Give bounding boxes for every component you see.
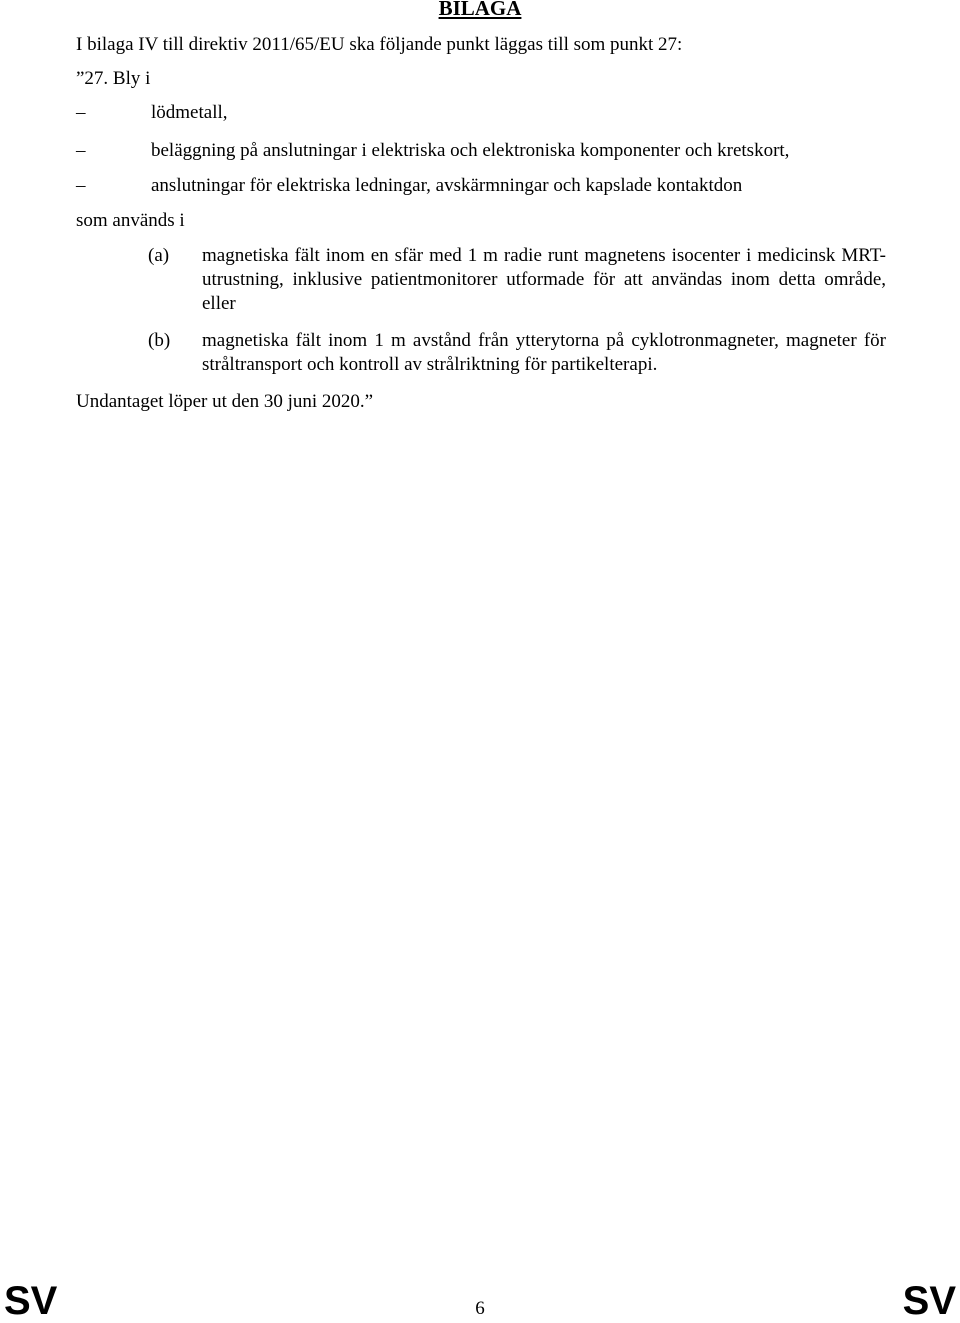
document-title: BILAGA [438,0,522,20]
dash-item-coating: beläggning på anslutningar i elektriska och elektroniska komponenter och kretskort, [151,140,790,161]
dash-bullet: – [76,175,86,196]
sub-item-label-a: (a) [148,245,170,266]
sub-item-text-a: magnetiska fält inom en sfär med 1 m radie runt magnetens isocenter i medicinsk MRT-utrustning, inklusive patientmonitorer utformade för att användas inom detta område, eller [202,245,886,314]
dash-item-connectors: anslutningar för elektriska ledningar, avskärmningar och kapslade kontaktdon [151,175,743,196]
intro-paragraph: I bilaga IV till direktiv 2011/65/EU ska följande punkt läggas till som punkt 27: [76,34,683,55]
language-code-left: SV [4,1279,58,1323]
dash-bullet: – [76,140,86,161]
dash-item-solder: lödmetall, [151,102,228,123]
closing-paragraph: Undantaget löper ut den 30 juni 2020.” [76,391,374,412]
dash-bullet: – [76,102,86,123]
sub-item-label-b: (b) [148,330,171,351]
language-code-right: SV [902,1279,956,1323]
used-in-text: som används i [76,210,185,231]
page-number: 6 [475,1298,485,1319]
sub-item-text-b: magnetiska fält inom 1 m avstånd från ytterytorna på cyklotronmagneter, magneter för stråltransport och kontroll av strålriktning för partikelterapi. [202,330,886,375]
item-title: ”27. Bly i [76,68,151,89]
